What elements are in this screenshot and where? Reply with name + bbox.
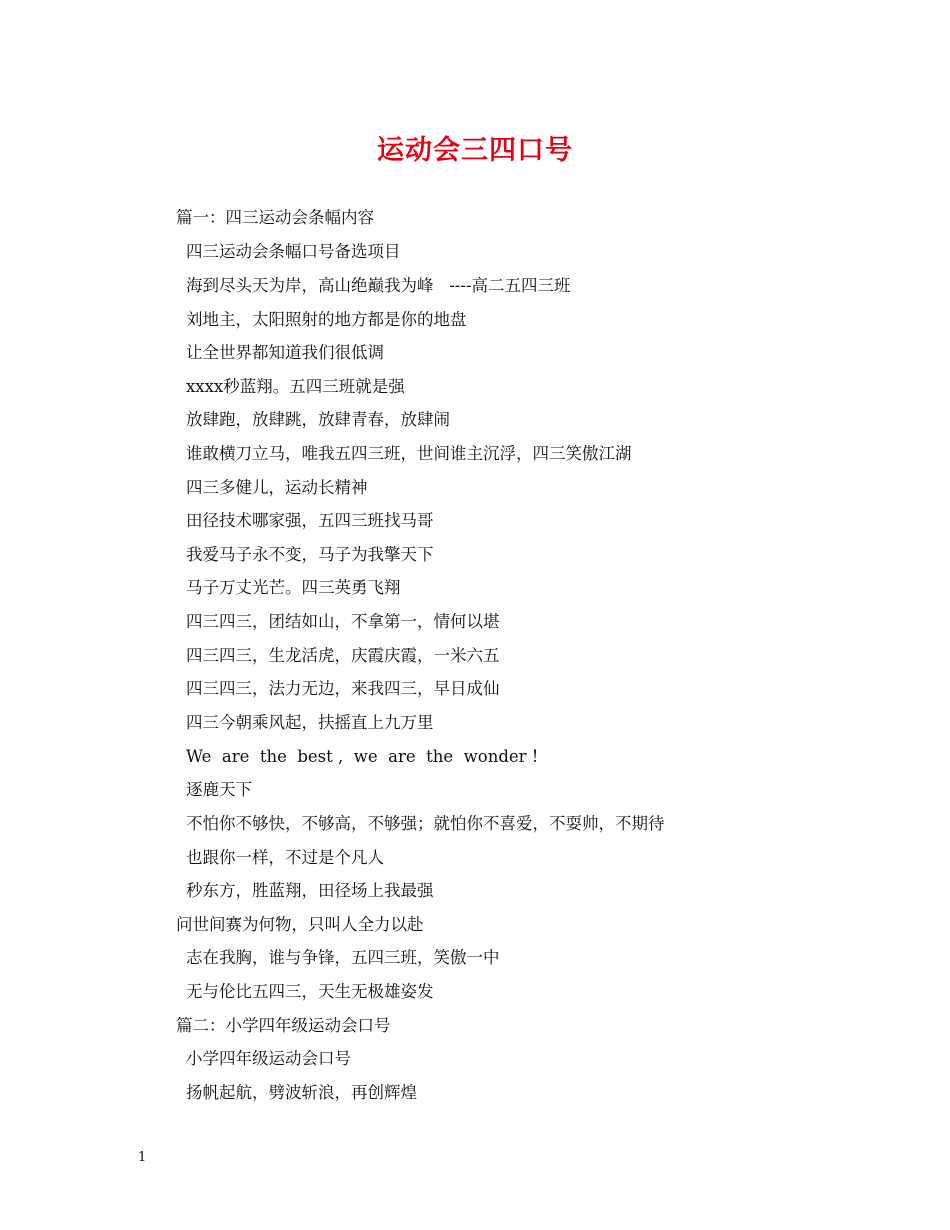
text-line: 篇一：四三运动会条幅内容 <box>176 208 374 227</box>
text-line: 四三四三，法力无边，来我四三，早日成仙 <box>186 679 500 698</box>
text-line: 四三运动会条幅口号备选项目 <box>186 242 401 261</box>
text-line: 我爱马子永不变，马子为我擎天下 <box>186 545 434 564</box>
text-line: 马子万丈光芒。四三英勇飞翔 <box>186 578 401 597</box>
text-line: 四三四三，团结如山，不拿第一，情何以堪 <box>186 612 500 631</box>
text-line: 四三四三，生龙活虎，庆霞庆霞，一米六五 <box>186 646 500 665</box>
text-line: 志在我胸，谁与争锋，五四三班，笑傲一中 <box>186 948 500 967</box>
text-line: 扬帆起航，劈波斩浪，再创辉煌 <box>186 1083 417 1102</box>
text-line: 无与伦比五四三，天生无极雄姿发 <box>186 982 434 1001</box>
text-line: 放肆跑，放肆跳，放肆青春，放肆闹 <box>186 410 450 429</box>
text-line: 不怕你不够快，不够高，不够强；就怕你不喜爱，不耍帅，不期待 <box>186 814 665 833</box>
text-line: 秒东方，胜蓝翔，田径场上我最强 <box>186 881 434 900</box>
text-line: 问世间赛为何物，只叫人全力以赴 <box>176 915 424 934</box>
text-line: 田径技术哪家强，五四三班找马哥 <box>186 511 434 530</box>
text-line: 谁敢横刀立马，唯我五四三班，世间谁主沉浮，四三笑傲江湖 <box>186 444 632 463</box>
text-line: 小学四年级运动会口号 <box>186 1049 351 1068</box>
text-line: xxxx秒蓝翔。五四三班就是强 <box>186 377 405 396</box>
text-line: 四三今朝乘风起，扶摇直上九万里 <box>186 713 434 732</box>
document-title: 运动会三四口号 <box>377 135 573 166</box>
page-number: 1 <box>138 1150 147 1165</box>
text-line: 四三多健儿，运动长精神 <box>186 478 368 497</box>
text-line: 刘地主，太阳照射的地方都是你的地盘 <box>186 310 467 329</box>
text-line: 海到尽头天为岸，高山绝巅我为峰 ----高二五四三班 <box>186 276 571 295</box>
text-line: We are the best , we are the wonder ! <box>186 747 539 766</box>
text-line: 也跟你一样，不过是个凡人 <box>186 848 384 867</box>
text-line: 逐鹿天下 <box>186 780 252 799</box>
text-line: 篇二：小学四年级运动会口号 <box>176 1016 391 1035</box>
text-line: 让全世界都知道我们很低调 <box>186 343 384 362</box>
